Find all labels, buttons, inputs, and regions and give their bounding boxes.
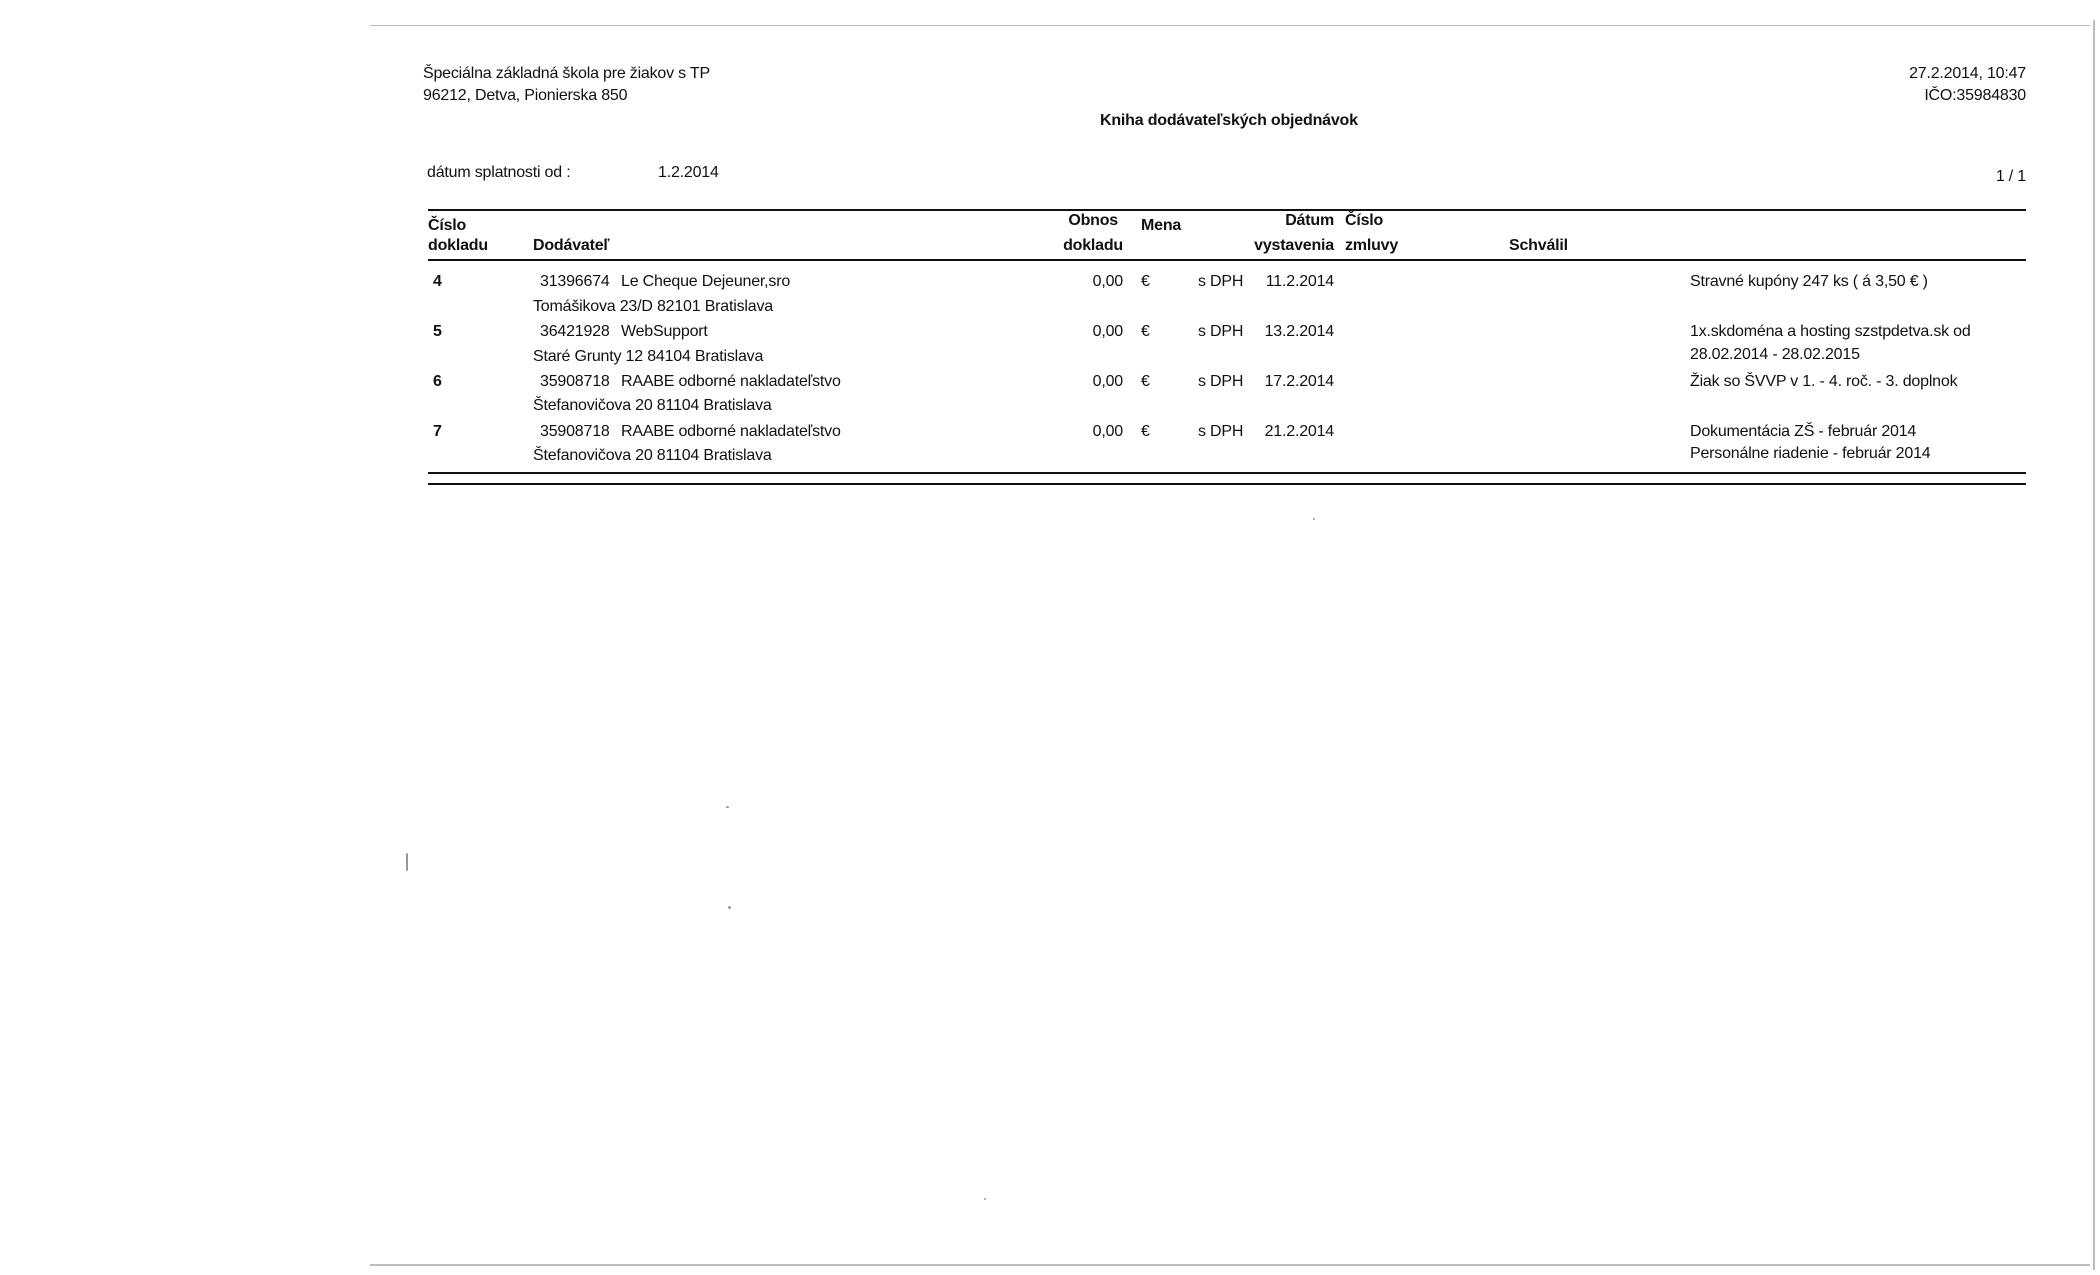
row-currency: € (1141, 323, 1150, 340)
row-supplier-name: Le Cheque Dejeuner,sro (621, 273, 791, 290)
scan-right-edge (2093, 20, 2095, 1270)
page-indicator: 1 / 1 (1995, 168, 2026, 185)
filter-value: 1.2.2014 (658, 164, 719, 181)
row-note-line2: Personálne riadenie - február 2014 (1690, 445, 1931, 462)
col-dodavatel: Dodávateľ (533, 237, 610, 254)
table-top-rule (428, 209, 2026, 211)
row-supplier-id: 31396674 (540, 273, 610, 290)
col-datum-l1: Dátum (1285, 212, 1334, 229)
col-schvalil: Schválil (1509, 237, 1568, 254)
row-amount: 0,00 (1092, 323, 1123, 340)
row-supplier-id: 35908718 (540, 423, 610, 440)
scan-speck (984, 1198, 986, 1200)
org-address: 96212, Detva, Pionierska 850 (423, 87, 628, 104)
table-bottom-rule (428, 472, 2026, 474)
row-currency: € (1141, 273, 1150, 290)
col-mena: Mena (1141, 217, 1182, 234)
row-doc-number: 6 (433, 373, 442, 390)
col-cislo-dokladu-l2: dokladu (428, 237, 488, 254)
row-note: Stravné kupóny 247 ks ( á 3,50 € ) (1690, 273, 1928, 290)
row-supplier-address: Štefanovičova 20 81104 Bratislava (533, 447, 772, 464)
scan-speck (1313, 518, 1315, 520)
row-supplier-id: 36421928 (540, 323, 610, 340)
col-obnos-l2: dokladu (1063, 237, 1123, 254)
row-amount: 0,00 (1092, 423, 1123, 440)
table-header-rule (428, 259, 2026, 261)
row-doc-number: 4 (433, 273, 442, 290)
row-supplier-address: Staré Grunty 12 84104 Bratislava (533, 348, 764, 365)
col-obnos-l1: Obnos (1068, 212, 1118, 229)
printed-at: 27.2.2014, 10:47 (1909, 65, 2026, 82)
scan-top-edge (370, 25, 2090, 26)
row-note: Žiak so ŠVVP v 1. - 4. roč. - 3. doplnok (1690, 373, 1958, 390)
row-doc-number: 5 (433, 323, 442, 340)
row-currency: € (1141, 423, 1150, 440)
filter-label: dátum splatnosti od : (427, 164, 571, 181)
report-title: Kniha dodávateľských objednávok (1100, 112, 1358, 129)
row-note: Dokumentácia ZŠ - február 2014 (1690, 423, 1917, 440)
scan-speck (728, 906, 731, 909)
row-supplier-address: Tomášikova 23/D 82101 Bratislava (533, 298, 773, 315)
col-zmluva-l2: zmluvy (1345, 237, 1399, 254)
row-issue-date: 17.2.2014 (1264, 373, 1334, 390)
row-amount: 0,00 (1092, 373, 1123, 390)
col-cislo-dokladu-l1: Číslo (428, 217, 467, 234)
scan-speck (726, 806, 729, 808)
row-vat: s DPH (1198, 373, 1244, 390)
scan-bottom-edge (370, 1264, 2090, 1266)
row-vat: s DPH (1198, 273, 1244, 290)
row-doc-number: 7 (433, 423, 442, 440)
row-issue-date: 11.2.2014 (1265, 273, 1334, 290)
scan-speck (406, 853, 408, 871)
row-currency: € (1141, 373, 1150, 390)
row-issue-date: 13.2.2014 (1264, 323, 1334, 340)
row-supplier-id: 35908718 (540, 373, 610, 390)
row-supplier-name: WebSupport (621, 323, 708, 340)
col-datum-l2: vystavenia (1254, 237, 1334, 254)
row-issue-date: 21.2.2014 (1264, 423, 1334, 440)
row-supplier-address: Štefanovičova 20 81104 Bratislava (533, 397, 772, 414)
org-name: Špeciálna základná škola pre žiakov s TP (423, 65, 710, 82)
row-vat: s DPH (1198, 323, 1244, 340)
row-note-line2: 28.02.2014 - 28.02.2015 (1690, 346, 1860, 363)
row-note: 1x.skdoména a hosting szstpdetva.sk od (1690, 323, 1971, 340)
ico-number: IČO:35984830 (1924, 87, 2026, 104)
row-vat: s DPH (1198, 423, 1244, 440)
row-amount: 0,00 (1092, 273, 1123, 290)
row-supplier-name: RAABE odborné nakladateľstvo (621, 373, 841, 390)
col-zmluva-l1: Číslo (1345, 212, 1384, 229)
row-supplier-name: RAABE odborné nakladateľstvo (621, 423, 841, 440)
table-bottom-rule-double (428, 483, 2026, 485)
